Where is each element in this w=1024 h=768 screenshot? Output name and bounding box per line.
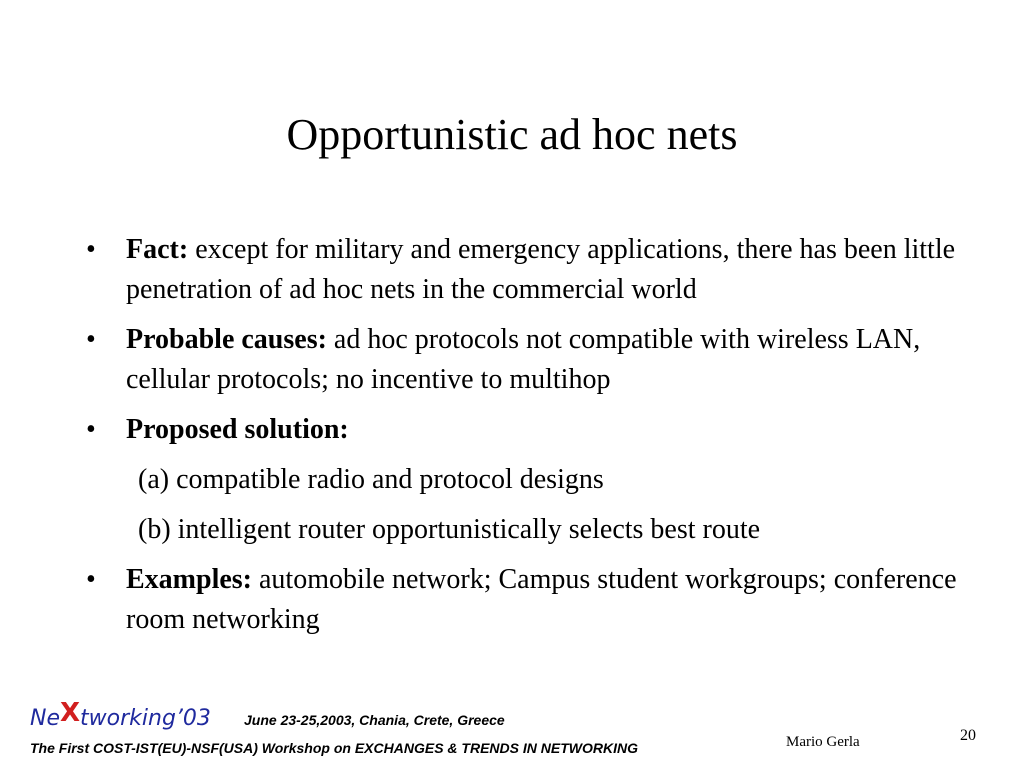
- footer-author: Mario Gerla: [786, 734, 860, 750]
- bullet-text: ad hoc protocols not compatible with wireless LAN, cellular protocols; no incentive to multihop: [126, 324, 921, 395]
- bullet-label: Fact:: [126, 234, 189, 265]
- bullet-label: Probable causes:: [126, 324, 327, 355]
- bullet-label: Proposed solution:: [126, 414, 349, 445]
- slide-body: [86, 230, 966, 650]
- logo-suffix: tworking’03: [80, 706, 211, 731]
- footer-date-location: June 23-25,2003, Chania, Crete, Greece: [244, 712, 505, 728]
- conference-logo: [30, 698, 211, 732]
- logo-x: X: [60, 698, 81, 728]
- bullet-marker: •: [86, 414, 96, 445]
- bullet-label: Examples:: [126, 564, 252, 595]
- bullet-proposed-solution: [86, 410, 966, 450]
- bullet-marker: •: [86, 234, 96, 265]
- page-number: 20: [960, 727, 976, 744]
- subitem-a: (a) compatible radio and protocol designs: [138, 464, 604, 495]
- bullet-probable-causes: [86, 320, 966, 400]
- bullet-marker: •: [86, 564, 96, 595]
- bullet-text: except for military and emergency applications, there has been little penetration of ad hoc nets in the commercial world: [126, 234, 956, 305]
- logo-prefix: Ne: [30, 706, 60, 731]
- footer-event: The First COST-IST(EU)-NSF(USA) Workshop on EXCHANGES & TRENDS IN NETWORKING: [30, 740, 638, 756]
- subitem-b: (b) intelligent router opportunistically selects best route: [138, 514, 761, 545]
- bullet-examples: [86, 560, 966, 640]
- bullet-text: automobile network; Campus student workgroups; conference room networking: [126, 564, 957, 635]
- bullet-fact: [86, 230, 966, 310]
- bullet-marker: •: [86, 324, 96, 355]
- slide-title: Opportunistic ad hoc nets: [286, 110, 738, 159]
